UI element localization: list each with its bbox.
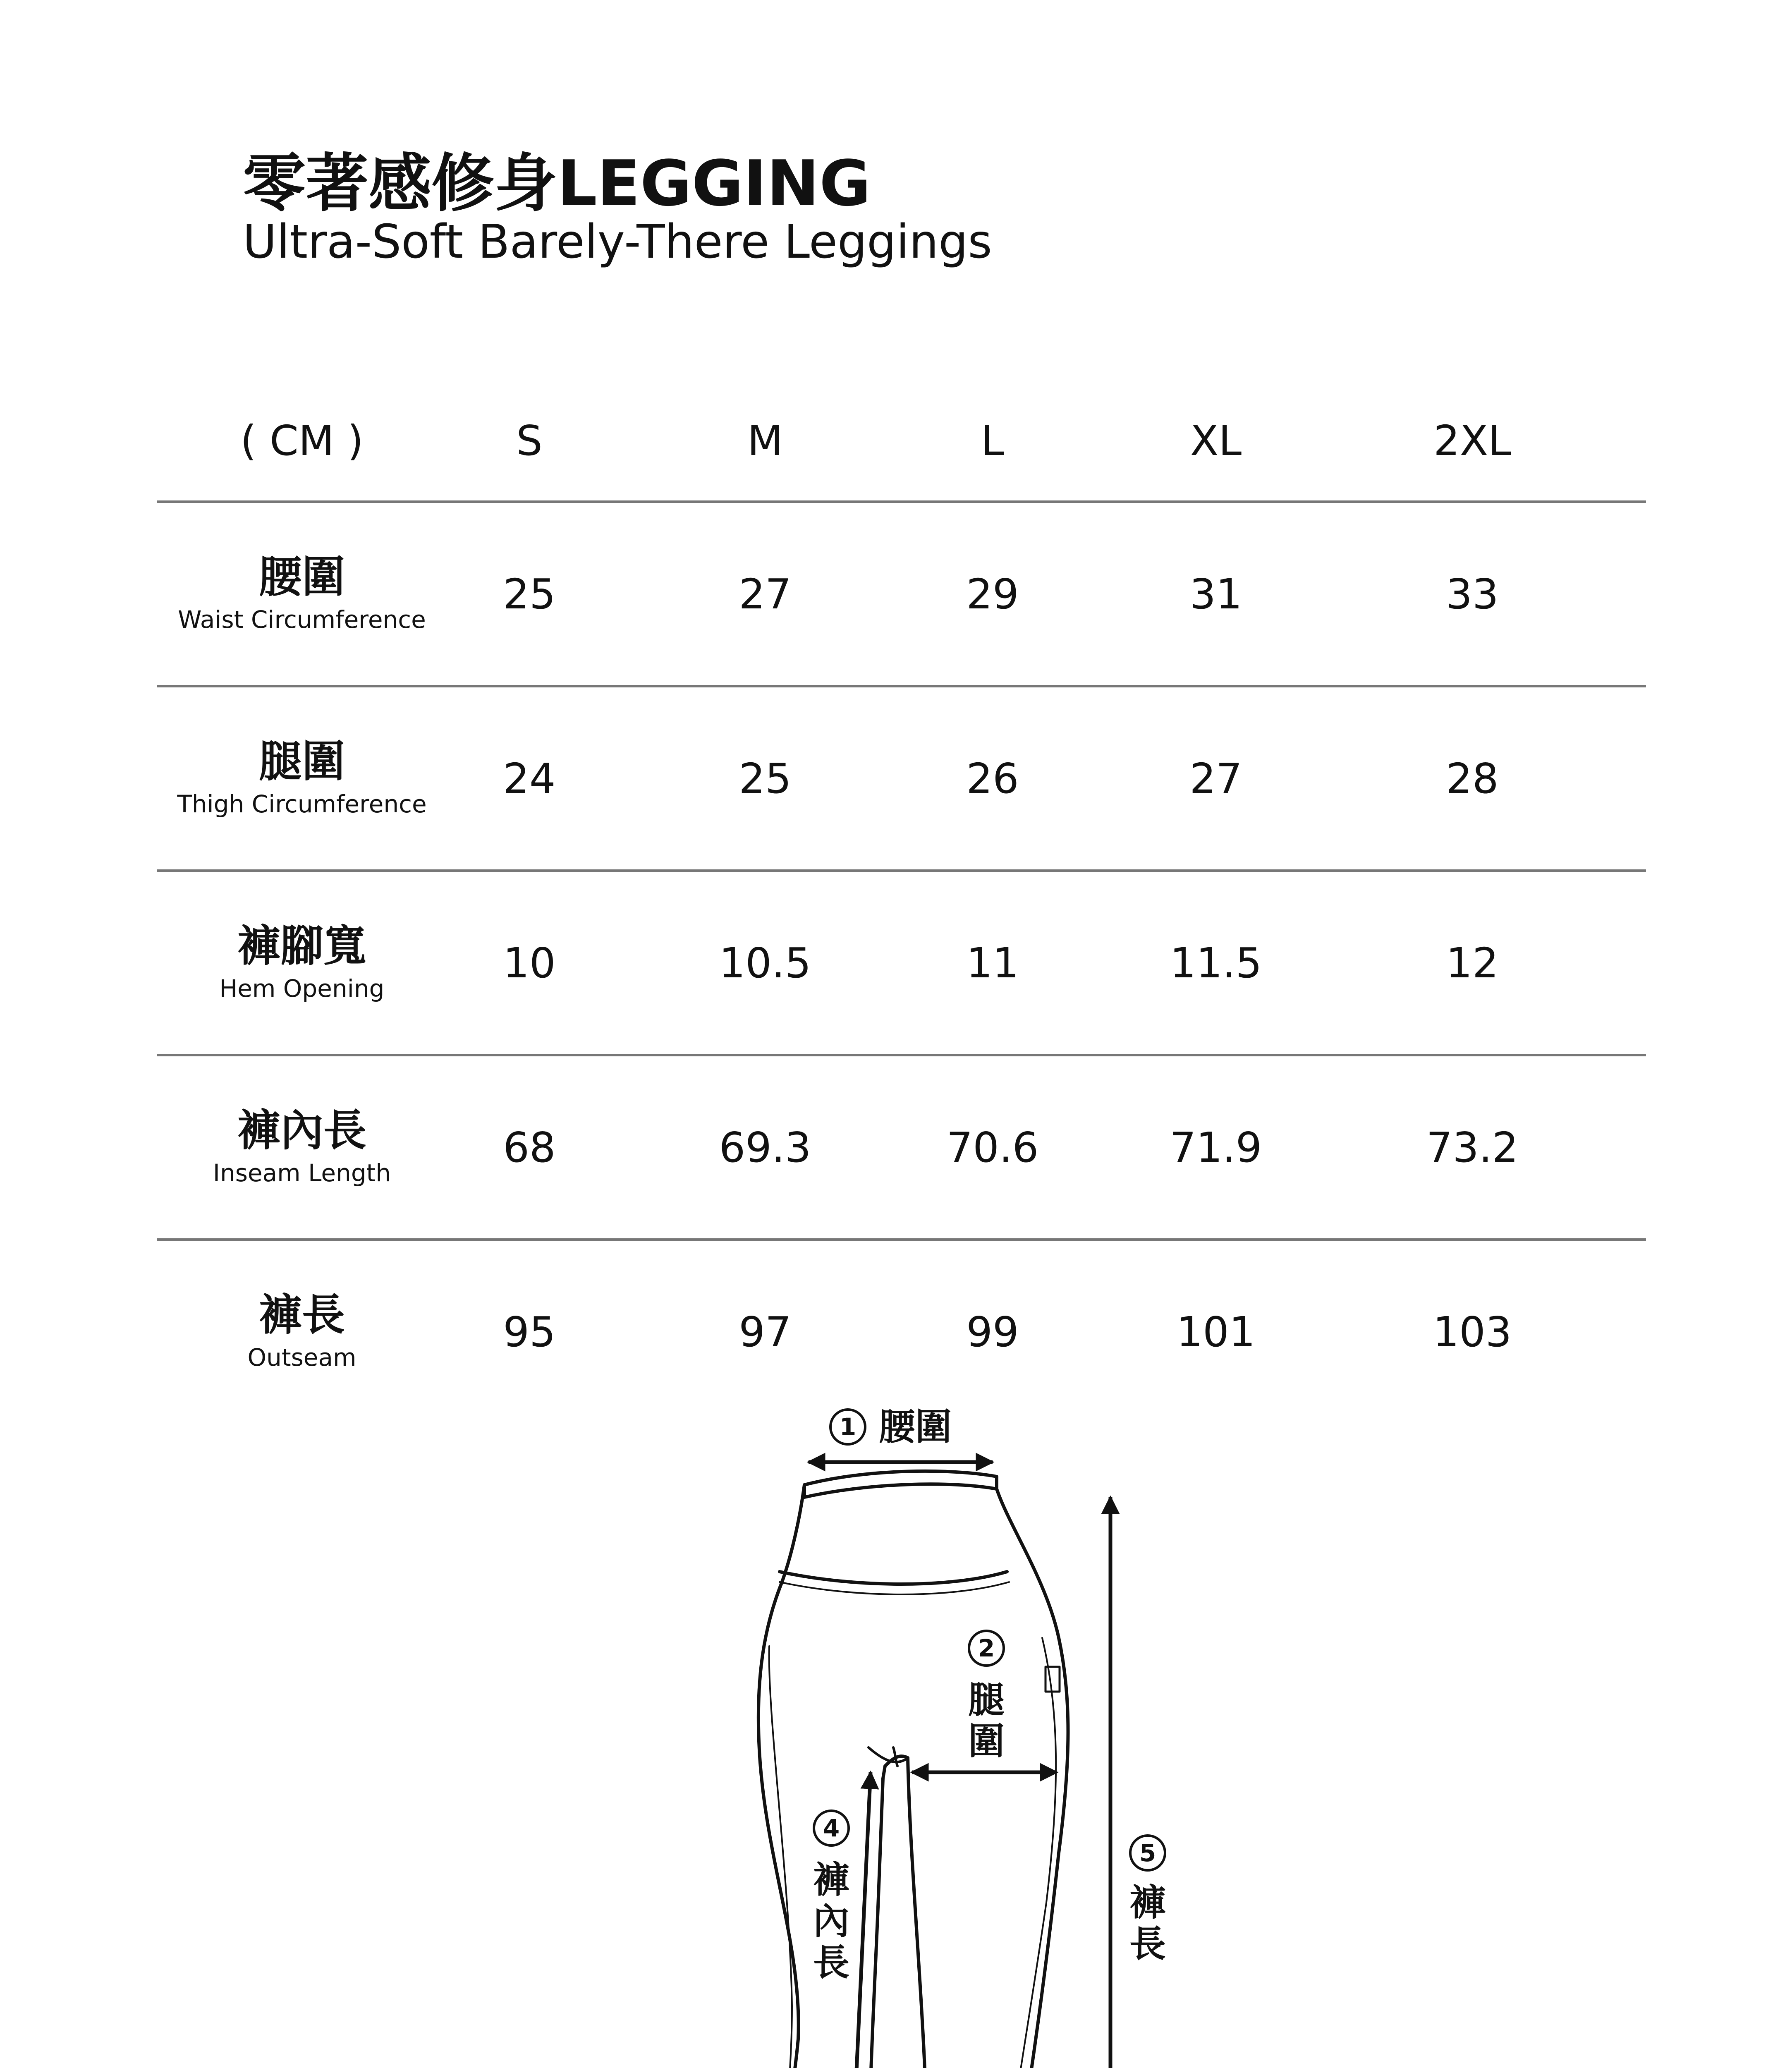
outseam-label-2: 長	[1129, 1922, 1166, 1965]
label-5-number: 5	[1139, 1839, 1156, 1867]
inseam-label-2: 內	[813, 1900, 850, 1943]
table-cell: 11	[966, 938, 1019, 987]
table-cell: 25	[503, 570, 556, 618]
leggings-illustration	[758, 1471, 1068, 2068]
table-cell: 97	[739, 1307, 792, 1356]
waist-label: 腰圍	[879, 1405, 952, 1448]
table-cell: 12	[1446, 938, 1499, 987]
row-label-en: Outseam	[247, 1343, 356, 1372]
size-header-s: S	[516, 416, 543, 465]
table-cell: 26	[966, 754, 1019, 803]
table-cell: 71.9	[1170, 1123, 1262, 1172]
size-header-2xl: 2XL	[1433, 416, 1511, 465]
size-header-l: L	[981, 416, 1004, 465]
product-title-en: Ultra-Soft Barely-There Leggings	[243, 215, 992, 269]
product-title-zh: 零著感修身LEGGING	[243, 147, 871, 220]
table-cell: 27	[739, 570, 792, 618]
outseam-label-1: 褲	[1129, 1881, 1166, 1924]
outer-seam-right	[997, 1638, 1056, 2068]
row-label-zh: 褲長	[258, 1290, 345, 1340]
thigh-label-top: 腿	[968, 1678, 1005, 1721]
table-cell: 27	[1189, 754, 1242, 803]
table-cell: 11.5	[1170, 938, 1262, 987]
table-cell: 101	[1176, 1307, 1256, 1356]
inseam-label-3: 長	[813, 1941, 850, 1984]
table-cell: 10	[503, 938, 556, 987]
row-label-en: Inseam Length	[213, 1159, 391, 1187]
table-cell: 70.6	[946, 1123, 1039, 1172]
row-label-en: Thigh Circumference	[177, 790, 427, 819]
table-cell: 25	[739, 754, 792, 803]
measurement-labels	[746, 1406, 1166, 2068]
row-label-zh: 褲內長	[237, 1105, 366, 1156]
size-header-xl: XL	[1190, 416, 1242, 465]
row-label-zh: 腿圍	[258, 736, 345, 787]
table-cell: 69.3	[719, 1123, 811, 1172]
thigh-label-bottom: 圍	[968, 1720, 1005, 1763]
inseam-label-1: 褲	[813, 1858, 850, 1901]
table-cell: 68	[503, 1123, 556, 1172]
size-header-m: M	[747, 416, 783, 465]
unit-header: ( CM )	[240, 416, 364, 465]
waistband-top	[804, 1471, 997, 1497]
table-cell: 103	[1433, 1307, 1512, 1356]
table-cell: 28	[1446, 754, 1499, 803]
waistband-seam	[780, 1572, 1007, 1584]
table-cell: 29	[966, 570, 1019, 618]
label-2-number: 2	[978, 1634, 995, 1662]
measurement-arrows	[804, 1462, 1110, 2068]
table-cell: 99	[966, 1307, 1019, 1356]
row-label-zh: 腰圍	[258, 552, 345, 602]
table-cell: 73.2	[1426, 1123, 1519, 1172]
label-4-number: 4	[823, 1814, 840, 1842]
row-label-zh: 褲腳寬	[237, 921, 366, 971]
row-label-en: Hem Opening	[219, 974, 385, 1003]
label-1-number: 1	[839, 1413, 857, 1441]
leggings-outline	[758, 1485, 1068, 2068]
row-label-en: Waist Circumference	[178, 606, 426, 634]
table-cell: 24	[503, 754, 556, 803]
table-cell: 95	[503, 1307, 556, 1356]
table-cell: 31	[1189, 570, 1242, 618]
logo-tag	[1046, 1667, 1060, 1692]
table-cell: 10.5	[719, 938, 811, 987]
table-cell: 33	[1446, 570, 1499, 618]
